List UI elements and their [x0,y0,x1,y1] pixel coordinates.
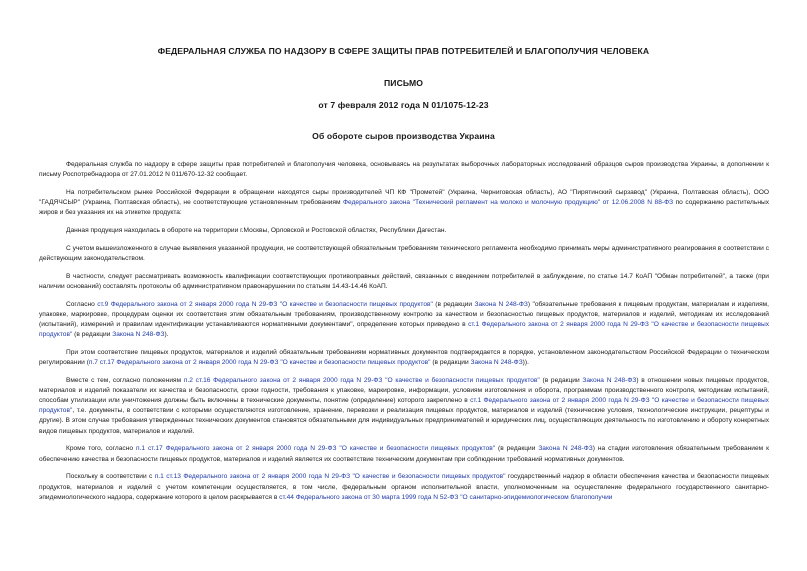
agency-name: ФЕДЕРАЛЬНАЯ СЛУЖБА ПО НАДЗОРУ В СФЕРЕ ЗАЩИТЫ ПРАВ ПОТРЕБИТЕЛЕЙ И БЛАГОПОЛУЧИЯ ЧЕЛОВЕКА [157,46,650,56]
paragraph-text: , т.е. документы, в соответствии с которыми осуществляются изготовление, хранение, перевозки и реализация пищевых продуктов, материалов и изделий (технические условия, технологические инструкции, рецептуры и другие). В этом случае требования утвержденных технических документов становятся обязательными для индивидуальных предпринимателей и юридических лиц, осуществляющих деятельность по изготовлению и обороту конкретных видов пищевых продуктов, материалов и изделий. [39,407,769,435]
paragraph-text: Поскольку в соответствии с [66,473,155,481]
paragraph-text: государственный надзор в области обеспечения качества и безопасности пищевых продуктов, материалов и изделий с учетом компетенции осуществляется, в том числе, федеральным органом исполнительной власти, уполномоченным на осуществление федерального государственного санитарно-эпидемиологического надзора, содержание которого в целом раскрывается в [39,473,769,501]
document-type: ПИСЬМО [384,78,423,88]
paragraph-text: (в редакции [495,445,539,453]
law-reference-link[interactable]: ст.44 Федерального закона от 30 марта 1999 года N 52-ФЗ "О санитарно-эпидемиологическом благополучии [279,493,613,501]
law-reference-link[interactable]: п.1 ст.17 Федерального закона от 2 января 2000 года N 29-ФЗ "О качестве и безопасности пищевых продуктов" [135,445,496,453]
paragraph-text: ) "обязательные требования к пищевым продуктам, материалам и изделиям, упаковке, маркировке, процедурам оценки их соответствия этим обязательным требованиям, производственному контролю за качеством и безопасностью пищевых продуктов, материалов и изделий, методикам их исследований (испытаний), измерений и правилам идентификации устанавливаются нормативными документами", определение которых приведено в [39,300,770,329]
law-reference-link[interactable]: Закона N 248-ФЗ [538,445,593,453]
paragraph [39,244,769,264]
law-reference-link[interactable]: п.1 ст.13 Федерального закона от 2 января 2000 года N 29-ФЗ "О качестве и безопасности пищевых продуктов" [154,473,506,481]
law-reference-link[interactable]: Закона N 248-ФЗ [112,331,165,339]
document-title: Об обороте сыров производства Украина [312,131,495,141]
law-reference-link[interactable]: Закона N 248-ФЗ [582,377,637,385]
paragraph-text: Кроме того, согласно [66,445,136,453]
paragraph-text: (в редакции [430,359,471,367]
paragraph-text: Федеральная служба по надзору в сфере защиты прав потребителей и благополучия человека, основываясь на результатах выборочных лабораторных исследований образцов сыров производства Украины, в дополнении к письму Роспотребнадзора от 27.01.2012 N 011/670-12-32 сообщает. [39,161,769,179]
paragraph [39,272,769,292]
paragraph-text: ) в отношении новых пищевых продуктов, материалов и изделий показатели их качества и безопасности, сроки годности, требования к упаковке, маркировке, информации, условиям изготовления и оборота, программам производственного контроля, методикам испытаний, способам утилизации или уничтожения должны быть включены в технические документы, понятие (определение) которого закреплено в [39,377,769,405]
paragraph [39,300,769,340]
paragraph [39,444,769,464]
paragraph-text: Согласно [66,300,98,308]
law-reference-link[interactable]: п.2 ст.16 Федерального закона от 2 января 2000 года N 29-ФЗ "О качестве и безопасности пищевых продуктов" [183,377,540,385]
paragraph-text: При этом соответствие пищевых продуктов, материалов и изделий обязательным требованиям нормативных документов подтверждается в порядке, установленном законодательством Российской Федерации о техническом регулировании ( [39,349,769,367]
paragraph-text: Вместе с тем, согласно положениям [66,377,184,385]
paragraph-text: Данная продукция находилась в обороте на территории г.Москвы, Орловской и Ростовской областях, Республики Дагестан. [66,227,447,235]
paragraph-text: (в редакции [72,331,113,339]
document-body [39,160,769,511]
law-reference-link[interactable]: ст.9 Федерального закона от 2 января 2000 года N 29-ФЗ "О качестве и безопасности пищевых продуктов" [97,300,433,308]
paragraph-text: ). [164,331,169,339]
law-reference-link[interactable]: Закона N 248-ФЗ [470,359,523,367]
paragraph [39,188,769,218]
paragraph-text: На потребительском рынке Российской Федерации в обращении находятся сыры производителей ЧП КФ "Прометей" (Украина, Черниговская область), АО "Пирятинский сырзавод" (Украина, Полтавская область), ООО "ГАДЯЧСЫР" (Украина, Полтавская область), не соответствующие установленным требованиям [39,188,769,207]
document-date-number: от 7 февраля 2012 года N 01/1075-12-23 [318,100,489,110]
law-reference-link[interactable]: Федерального закона "Технический регламент на молоко и молочную продукцию" от 12.06.2008 N 88-ФЗ [343,199,674,207]
paragraph [39,160,769,180]
paragraph [39,348,769,368]
paragraph-text: В частности, следует рассматривать возможность квалификации соответствующих противоправных действий, связанных с введением потребителей в заблуждение, по статье 14.7 КоАП "Обман потребителей", а также (при наличии оснований) составлять протоколы об административном правонарушении по статьям 14.43-14.46 КоАП. [39,272,769,291]
paragraph [39,376,769,437]
paragraph-text: по содержанию растительных жиров и без указания их на этикетке продукта: [39,199,769,217]
paragraph-text: С учетом вышеизложенного в случае выявления указанной продукции, не соответствующей обязательным требованиям технического регламента необходимо принимать меры административного реагирования в соответствии с действующим законодательством. [39,244,769,263]
paragraph-text: (в редакции [539,377,583,385]
paragraph [39,472,769,502]
paragraph-text: (в редакции [432,300,475,308]
law-reference-link[interactable]: ст.1 Федерального закона от 2 января 2000 года N 29-ФЗ "О качестве и безопасности пищевых продуктов" [39,321,769,339]
paragraph [39,226,769,236]
law-reference-link[interactable]: Закона N 248-ФЗ [474,300,528,308]
paragraph-text: ) на стадии изготовления обязательным требованием к обеспечению качества и безопасности пищевых продуктов, материалов и изделий является их соответствие техническим документам при соблюдении требований нормативных документов. [39,445,770,463]
paragraph-text: )). [522,359,529,367]
law-reference-link[interactable]: п.7 ст.17 Федерального закона от 2 января 2000 года N 29-ФЗ "О качестве и безопасности пищевых продуктов" [88,359,431,367]
law-reference-link[interactable]: ст.1 Федерального закона от 2 января 2000 года N 29-ФЗ "О качестве и безопасности пищевых продуктов" [39,397,769,415]
